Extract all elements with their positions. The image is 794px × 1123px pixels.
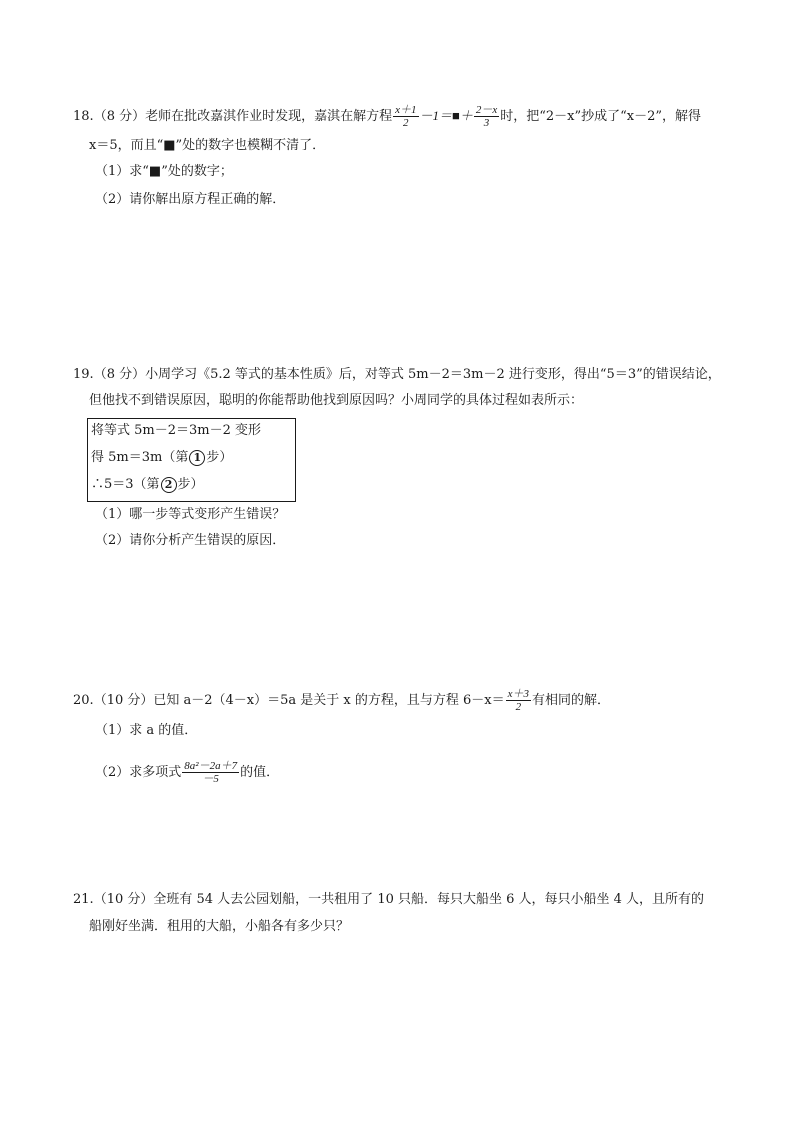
q19-box-line3: ∴5＝3（第 2 步） <box>91 477 204 492</box>
q19-step2-badge: 2 <box>161 477 177 493</box>
q18-sub1: （1）求“■”处的数字； <box>95 164 233 179</box>
q19-score: （8 分） <box>93 367 146 382</box>
q19-process-box <box>87 418 296 502</box>
q19-sub1: （1）哪一步等式变形产生错误？ <box>95 507 286 522</box>
q19-box-line2: 得 5m＝3m（第 1 步） <box>91 450 233 465</box>
q19-step1-badge: 1 <box>189 450 205 466</box>
q19-text-a: 小周学习《5.2 等式的基本性质》后，对等式 5m－2＝3m－2 进行变形，得出“5＝3”的错误结论， <box>145 367 721 382</box>
q20-line1 <box>73 688 610 713</box>
q21-line2: 船刚好坐满．租用的大船，小船各有多少只？ <box>89 919 350 934</box>
q18-fraction-1: $\frac{x+1}{2}$ <box>395 104 417 129</box>
q21-score: （10 分） <box>93 892 154 907</box>
q21-line1 <box>73 891 704 909</box>
q20-number: 20. <box>73 693 94 708</box>
q20-text-a: 已知 a－2（4－x）＝5a 是关于 x 的方程，且与方程 6－x＝ <box>153 693 505 708</box>
q18-text-a: 老师在批改嘉淇作业时发现，嘉淇在解方程 <box>145 109 393 124</box>
q21-number: 21. <box>73 892 94 907</box>
q19-line2: 但他找不到错误原因，聪明的你能帮助他找到原因吗？小周同学的具体过程如表所示： <box>89 393 584 408</box>
q18-line1 <box>73 104 701 129</box>
q18-mid: －1＝■＋ <box>419 108 473 123</box>
q20-sub2: （2）求多项式 $\frac{\text{8a²－2a＋7}}{-5}$ 的值． <box>95 760 280 785</box>
q18-text-b: 时，把“2－x”抄成了“x－2”，解得 <box>500 109 702 124</box>
q18-score: （8 分） <box>93 109 146 124</box>
q18-number: 18. <box>73 109 94 124</box>
q19-box-line1: 将等式 5m－2＝3m－2 变形 <box>91 423 262 438</box>
q19-number: 19. <box>73 367 94 382</box>
q20-score: （10 分） <box>93 693 154 708</box>
q18-fraction-2: $\frac{2-x}{3}$ <box>475 104 498 129</box>
q20-fraction: $\frac{x+3}{2}$ <box>507 688 530 713</box>
q20-sub1: （1）求 a 的值． <box>95 723 198 738</box>
q19-sub2: （2）请你分析产生错误的原因． <box>95 533 286 548</box>
q18-line2: x＝5，而且“■”处的数字也模糊不清了． <box>89 138 326 153</box>
q20-polynomial-fraction: $\frac{\text{8a²－2a＋7}}{-5}$ <box>184 760 238 785</box>
q18-sub2: （2）请你解出原方程正确的解． <box>95 192 286 207</box>
q20-text-b: 有相同的解． <box>532 693 611 708</box>
q21-text-a: 全班有 54 人去公园划船，一共租用了 10 只船．每只大船坐 6 人，每只小船坐 4 人，且所有的 <box>153 892 705 907</box>
q19-line1 <box>73 366 721 384</box>
